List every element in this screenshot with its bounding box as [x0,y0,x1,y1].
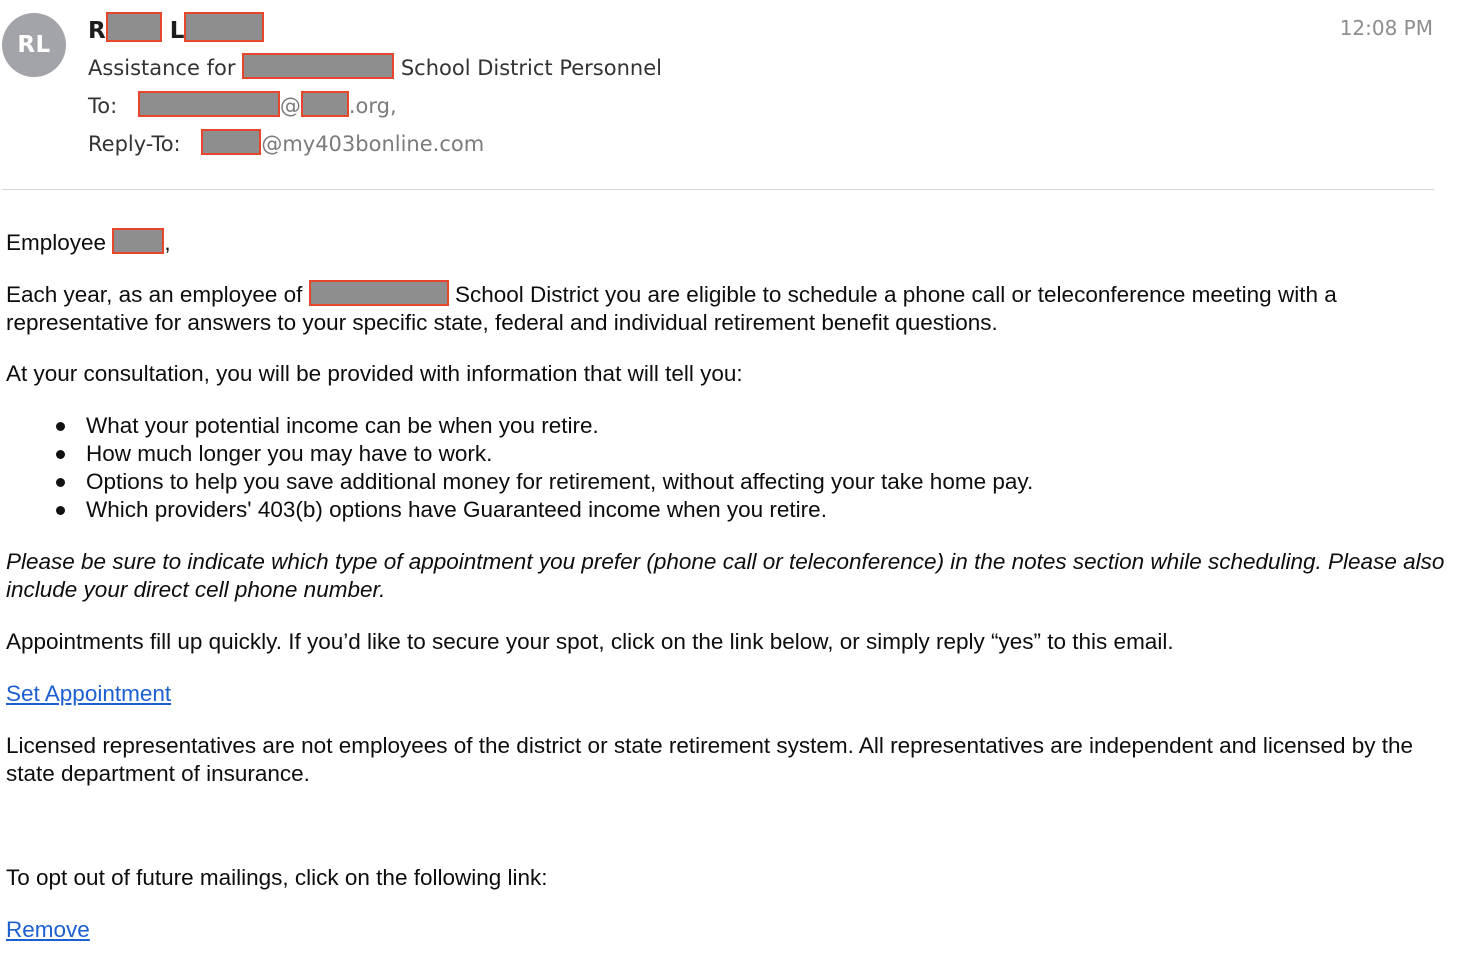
redacted-sender-first-name [106,12,162,42]
license-disclaimer: Licensed representatives are not employees of the district or state retirement system. All representatives are independent and licensed by the state department of insurance. [6,733,1414,786]
greeting-prefix: Employee [6,230,107,255]
sender-last-initial: L [169,18,185,44]
received-time: 12:08 PM [1339,16,1433,40]
sender-name[interactable] [88,12,264,44]
email-subject [88,52,662,84]
intro-prefix: Each year, as an employee of [6,282,303,307]
sender-avatar: RL [2,13,66,77]
to-label: To: [88,94,118,118]
to-field [88,90,397,122]
appointment-note: Please be sure to indicate which type of appointment you prefer (phone call or teleconference) in the notes section while scheduling. Please also include your direct cell phone number. [6,549,1445,602]
benefits-list [46,412,1033,524]
greeting-comma: , [164,230,171,255]
redacted-employee-name [112,228,164,254]
appointments-paragraph: Appointments fill up quickly. If you’d like to secure your spot, click on the link below, or simply reply “yes” to this email. [6,629,1174,654]
redacted-district-name [242,53,394,79]
redacted-district-name-body [309,280,449,306]
intro-suffix: School District you are eligible to schedule a phone call or teleconference meeting with a representative for answers to your specific state, federal and individual retirement benefit questions. [6,282,1337,335]
reply-to-domain[interactable]: @my403bonline.com [261,132,485,156]
opt-out-paragraph: To opt out of future mailings, click on the following link: [6,865,548,890]
reply-to-label: Reply-To: [88,132,181,156]
sender-first-initial: R [88,18,106,44]
reply-to-field [88,128,484,160]
redacted-sender-last-name [184,12,264,42]
greeting [6,228,1446,257]
redacted-recipient-user [138,91,280,117]
set-appointment-row [6,680,1446,708]
list-item: Options to help you save additional money for retirement, without affecting your take home pay. [86,469,1034,494]
redacted-recipient-domain [301,91,349,117]
list-item: Which providers' 403(b) options have Guaranteed income when you retire. [86,496,1033,524]
to-domain-suffix[interactable]: .org, [348,94,397,118]
consultation-paragraph: At your consultation, you will be provided with information that will tell you: [6,361,743,386]
remove-row [6,916,1446,944]
list-item: How much longer you may have to work. [86,440,1033,468]
remove-link[interactable]: Remove [6,917,90,942]
redacted-reply-to-user [201,129,261,155]
set-appointment-link[interactable]: Set Appointment [6,681,172,706]
subject-suffix: School District Personnel [400,56,662,80]
header-divider [2,189,1434,190]
list-item: What your potential income can be when you retire. [86,412,1033,440]
intro-paragraph [6,280,1446,337]
to-at-sign: @ [279,94,301,118]
subject-prefix: Assistance for [88,56,236,80]
